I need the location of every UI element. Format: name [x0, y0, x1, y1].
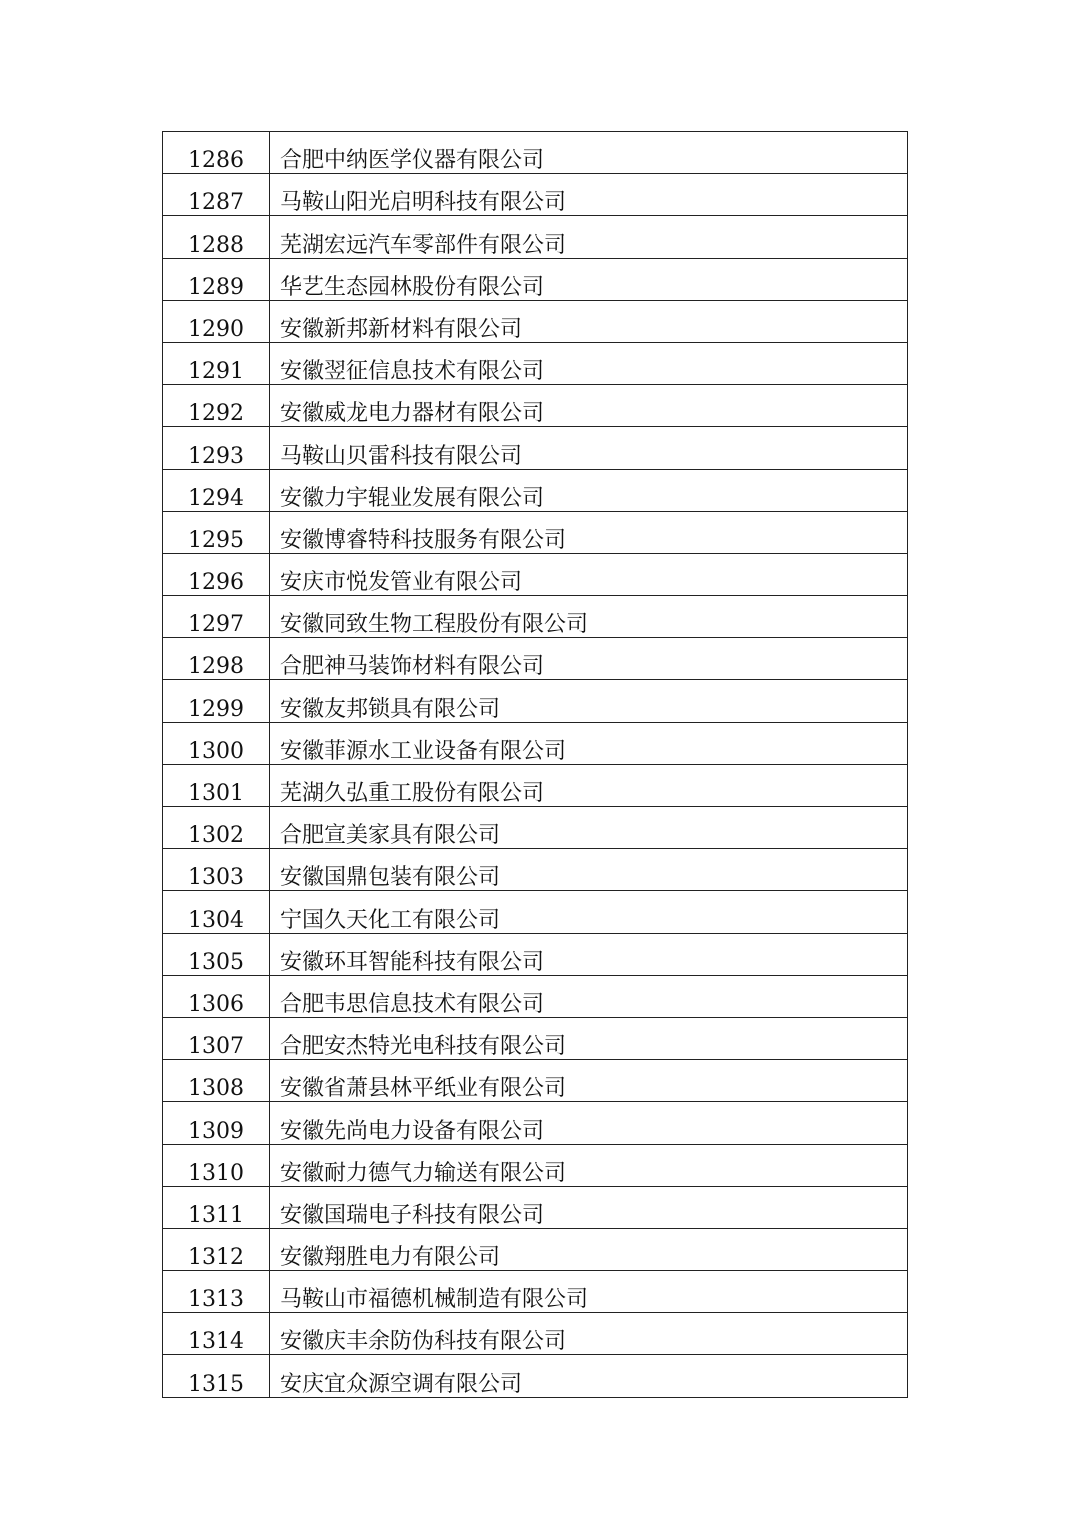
row-number-cell: 1293	[163, 427, 270, 469]
table-row	[163, 722, 908, 764]
company-name-cell: 马鞍山贝雷科技有限公司	[270, 427, 908, 469]
row-number-cell: 1305	[163, 933, 270, 975]
company-name-cell: 马鞍山阳光启明科技有限公司	[270, 174, 908, 216]
table-row	[163, 638, 908, 680]
row-number-cell: 1315	[163, 1355, 270, 1397]
table-row	[163, 807, 908, 849]
table-row	[163, 258, 908, 300]
table-row	[163, 680, 908, 722]
table-body	[163, 132, 908, 1398]
table-row	[163, 1102, 908, 1144]
company-name-cell: 宁国久天化工有限公司	[270, 891, 908, 933]
table-row	[163, 596, 908, 638]
row-number-cell: 1311	[163, 1186, 270, 1228]
company-name-cell: 芜湖宏远汽车零部件有限公司	[270, 216, 908, 258]
row-number-cell: 1301	[163, 764, 270, 806]
row-number-cell: 1286	[163, 132, 270, 174]
row-number-cell: 1298	[163, 638, 270, 680]
row-number-cell: 1312	[163, 1228, 270, 1270]
table-row	[163, 1271, 908, 1313]
row-number-cell: 1289	[163, 258, 270, 300]
table-row	[163, 132, 908, 174]
table-row	[163, 1017, 908, 1059]
row-number-cell: 1297	[163, 596, 270, 638]
table-row	[163, 891, 908, 933]
company-name-cell: 安徽博睿特科技服务有限公司	[270, 511, 908, 553]
company-name-cell: 合肥中纳医学仪器有限公司	[270, 132, 908, 174]
table-row	[163, 1228, 908, 1270]
company-name-cell: 芜湖久弘重工股份有限公司	[270, 764, 908, 806]
company-name-cell: 华艺生态园林股份有限公司	[270, 258, 908, 300]
table-row	[163, 764, 908, 806]
table-row	[163, 469, 908, 511]
company-name-cell: 安徽同致生物工程股份有限公司	[270, 596, 908, 638]
row-number-cell: 1291	[163, 342, 270, 384]
company-name-cell: 安徽翔胜电力有限公司	[270, 1228, 908, 1270]
table-row	[163, 1060, 908, 1102]
row-number-cell: 1288	[163, 216, 270, 258]
row-number-cell: 1303	[163, 849, 270, 891]
company-name-cell: 安庆市悦发管业有限公司	[270, 553, 908, 595]
table-row	[163, 427, 908, 469]
row-number-cell: 1304	[163, 891, 270, 933]
company-name-cell: 安徽友邦锁具有限公司	[270, 680, 908, 722]
row-number-cell: 1314	[163, 1313, 270, 1355]
row-number-cell: 1300	[163, 722, 270, 764]
company-name-cell: 安庆宜众源空调有限公司	[270, 1355, 908, 1397]
row-number-cell: 1313	[163, 1271, 270, 1313]
table-row	[163, 1144, 908, 1186]
row-number-cell: 1294	[163, 469, 270, 511]
company-name-cell: 安徽国瑞电子科技有限公司	[270, 1186, 908, 1228]
company-name-cell: 安徽省萧县林平纸业有限公司	[270, 1060, 908, 1102]
company-name-cell: 安徽先尚电力设备有限公司	[270, 1102, 908, 1144]
company-name-cell: 马鞍山市福德机械制造有限公司	[270, 1271, 908, 1313]
row-number-cell: 1302	[163, 807, 270, 849]
row-number-cell: 1290	[163, 300, 270, 342]
company-name-cell: 合肥神马装饰材料有限公司	[270, 638, 908, 680]
table-row	[163, 342, 908, 384]
table-row	[163, 1313, 908, 1355]
company-name-cell: 安徽耐力德气力输送有限公司	[270, 1144, 908, 1186]
company-name-cell: 安徽力宇辊业发展有限公司	[270, 469, 908, 511]
row-number-cell: 1306	[163, 975, 270, 1017]
row-number-cell: 1310	[163, 1144, 270, 1186]
company-name-cell: 安徽翌征信息技术有限公司	[270, 342, 908, 384]
table-row	[163, 300, 908, 342]
table-row	[163, 975, 908, 1017]
company-name-cell: 安徽环耳智能科技有限公司	[270, 933, 908, 975]
row-number-cell: 1292	[163, 385, 270, 427]
table-row	[163, 553, 908, 595]
table-row	[163, 933, 908, 975]
company-name-cell: 安徽菲源水工业设备有限公司	[270, 722, 908, 764]
row-number-cell: 1295	[163, 511, 270, 553]
company-name-cell: 安徽国鼎包装有限公司	[270, 849, 908, 891]
company-name-cell: 合肥宣美家具有限公司	[270, 807, 908, 849]
row-number-cell: 1309	[163, 1102, 270, 1144]
row-number-cell: 1287	[163, 174, 270, 216]
company-name-cell: 安徽新邦新材料有限公司	[270, 300, 908, 342]
company-name-cell: 安徽庆丰余防伪科技有限公司	[270, 1313, 908, 1355]
row-number-cell: 1307	[163, 1017, 270, 1059]
company-name-cell: 安徽威龙电力器材有限公司	[270, 385, 908, 427]
table-row	[163, 385, 908, 427]
table-row	[163, 174, 908, 216]
company-name-cell: 合肥韦思信息技术有限公司	[270, 975, 908, 1017]
table-row	[163, 1355, 908, 1397]
row-number-cell: 1296	[163, 553, 270, 595]
table-row	[163, 849, 908, 891]
table-row	[163, 1186, 908, 1228]
row-number-cell: 1308	[163, 1060, 270, 1102]
table-row	[163, 216, 908, 258]
table-row	[163, 511, 908, 553]
company-name-cell: 合肥安杰特光电科技有限公司	[270, 1017, 908, 1059]
company-list-table	[162, 131, 908, 1398]
row-number-cell: 1299	[163, 680, 270, 722]
